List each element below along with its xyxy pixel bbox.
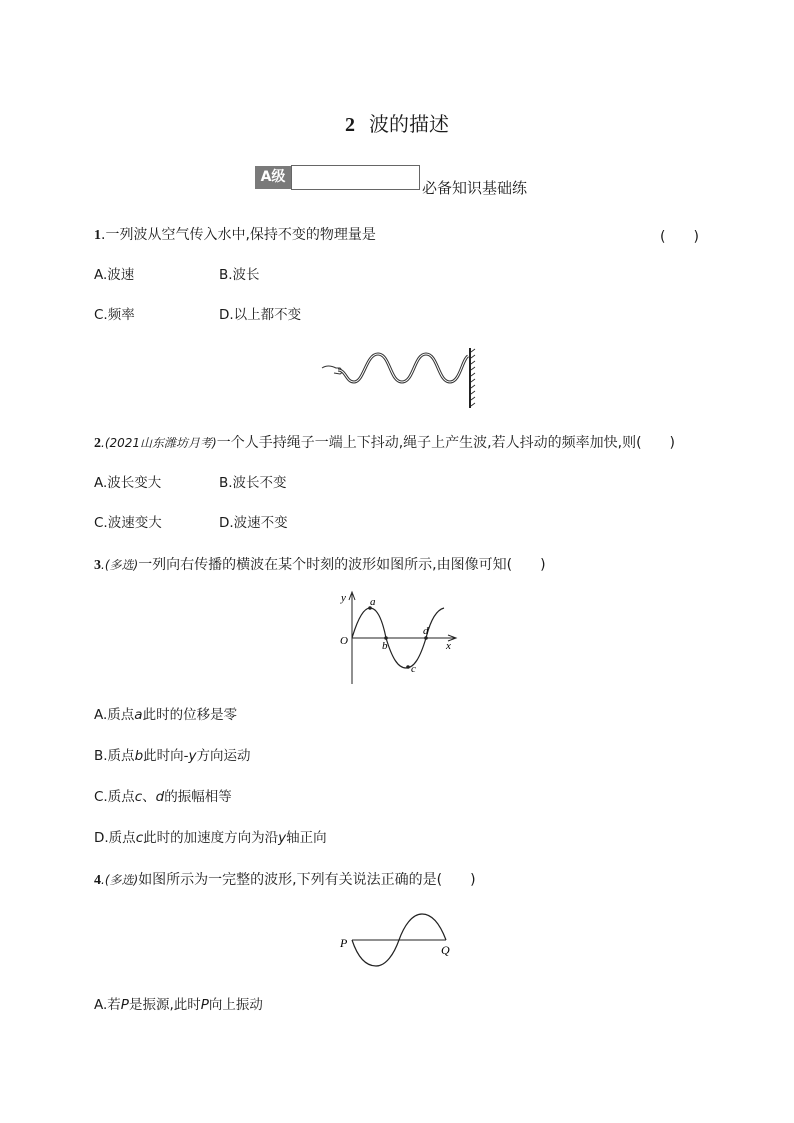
complete-waveform-figure [336, 906, 460, 972]
option-a: A.波速 [94, 267, 135, 283]
level-badge: A级 [255, 166, 291, 189]
question-2 [94, 434, 675, 453]
section-title: 波的描述 [369, 112, 449, 136]
level-label: 必备知识基础练 [422, 179, 528, 197]
question-number: 4 [94, 873, 101, 888]
rope-wave-figure [316, 346, 478, 410]
answer-paren: ( ) [636, 435, 676, 451]
section-number: 2 [345, 114, 355, 136]
question-text: .一列波从空气传入水中,保持不变的物理量是 [101, 227, 376, 243]
option-b: B.质点b此时向-y方向运动 [94, 748, 251, 764]
option-b: B.波长 [219, 267, 260, 283]
point-q-label: Q [441, 943, 450, 957]
option-a: A.波长变大 [94, 475, 162, 491]
answer-paren: ( ) [436, 872, 476, 888]
option-b: B.波长不变 [219, 475, 287, 491]
answer-paren: ( ) [660, 229, 699, 245]
question-text: 如图所示为一完整的波形,下列有关说法正确的是 [138, 872, 437, 888]
question-source-tag: .(2021山东潍坊月考) [101, 436, 217, 450]
question-text: 一列向右传播的横波在某个时刻的波形如图所示,由图像可知 [138, 557, 507, 573]
point-a-label: a [370, 596, 376, 608]
question-type-tag: .(多选) [101, 558, 139, 572]
option-d: D.质点c此时的加速度方向为沿y轴正向 [94, 830, 327, 846]
option-d: D.以上都不变 [219, 307, 302, 323]
level-box [291, 165, 420, 190]
y-axis-label: y [341, 592, 346, 604]
question-number: 1 [94, 228, 101, 243]
option-c: C.波速变大 [94, 515, 162, 531]
option-d: D.波速不变 [219, 515, 288, 531]
x-axis-label: x [446, 640, 451, 652]
point-c-label: c [411, 663, 416, 675]
question-number: 3 [94, 558, 101, 573]
page-title [0, 108, 794, 137]
question-4 [94, 871, 476, 890]
option-c: C.频率 [94, 307, 135, 323]
wave-graph-figure [336, 588, 462, 688]
option-a: A.若P是振源,此时P向上振动 [94, 997, 263, 1013]
question-text: 一个人手持绳子一端上下抖动,绳子上产生波,若人抖动的频率加快,则 [216, 435, 637, 451]
option-a: A.质点a此时的位移是零 [94, 707, 238, 723]
question-1 [94, 226, 376, 245]
point-b-label: b [382, 640, 388, 652]
question-number: 2 [94, 436, 101, 451]
answer-paren: ( ) [506, 557, 546, 573]
option-c: C.质点c、d的振幅相等 [94, 789, 232, 805]
origin-label: O [340, 635, 348, 647]
question-3 [94, 556, 546, 575]
point-p-label: P [340, 936, 348, 950]
point-d-label: d [423, 625, 429, 637]
question-type-tag: .(多选) [101, 873, 139, 887]
